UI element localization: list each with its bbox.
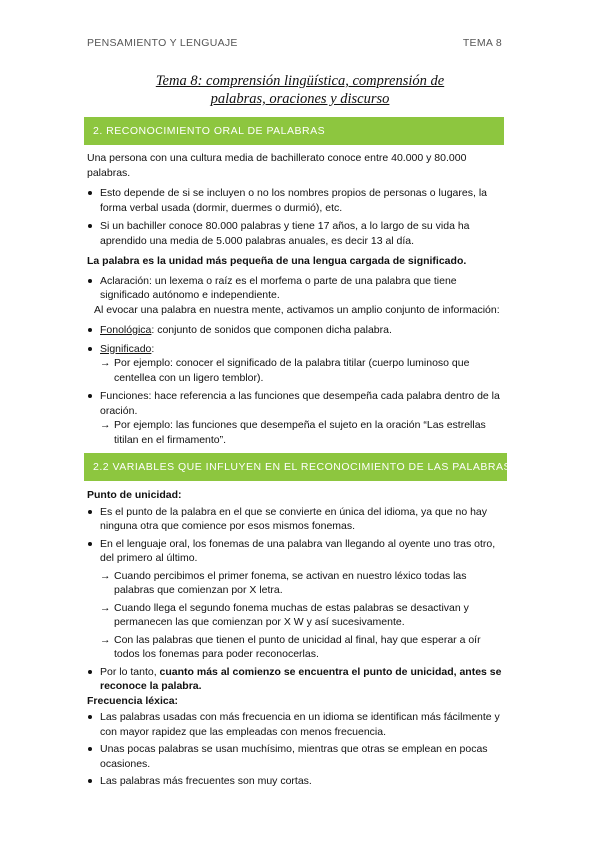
conclusion-prefix: Por lo tanto, <box>100 665 160 678</box>
title-line-1: Tema 8: comprensión lingüística, comprensión de <box>155 73 445 89</box>
header-subject: PENSAMIENTO Y LENGUAJE <box>87 37 238 49</box>
uniqueness-arrow-item: → Con las palabras que tienen el punto de unicidad al final, hay que esperar a oír todos los fonemas para poder reconocerlas. <box>87 633 505 662</box>
list-item-phonological <box>87 323 505 338</box>
list-item: Aclaración: un lexema o raíz es el morfema o parte de una palabra que tiene significado autónomo e independiente. <box>87 274 505 303</box>
section-heading-variables: 2.2 VARIABLES QUE INFLUYEN EN EL RECONOCIMIENTO DE LAS PALABRAS <box>84 453 507 481</box>
uniqueness-arrow-item: → Cuando llega el segundo fonema muchas de estas palabras se desactivan y permanecen las que comienzan por X W y así sucesivamente. <box>87 601 505 630</box>
meaning-suffix: : <box>151 342 155 355</box>
conclusion-bold: cuanto más al comienzo se encuentra el punto de unicidad, antes se reconoce la palabra. <box>100 665 502 692</box>
list-item: Las palabras más frecuentes son muy cortas. <box>87 774 505 789</box>
list-item: Las palabras usadas con más frecuencia en un idioma se identifican más fácilmente y con mayor rapidez que las empleadas con menos frecuencia. <box>87 710 505 739</box>
clarification-list <box>87 274 505 303</box>
uniqueness-list <box>87 505 505 694</box>
page-header <box>87 37 502 49</box>
uniqueness-title: Punto de unicidad: <box>87 489 182 501</box>
functions-example: → Por ejemplo: las funciones que desempeña el sujeto en la oración “Las estrellas titilan en el firmamento”. <box>87 418 505 447</box>
evocation-paragraph: Al evocar una palabra en nuestra mente, activamos un amplio conjunto de información: <box>94 303 500 316</box>
header-topic: TEMA 8 <box>462 37 502 49</box>
phonological-text: : conjunto de sonidos que componen dicha palabra. <box>151 324 392 336</box>
uniqueness-arrow-item: → Cuando percibimos el primer fonema, se activan en nuestro léxico todas las palabras que comienzan por X letra. <box>87 569 505 598</box>
information-types-list <box>87 323 505 447</box>
list-item: Si un bachiller conoce 80.000 palabras y tiene 17 años, a lo largo de su vida ha aprendido una media de 5.000 palabras anuales, es decir 13 al día. <box>87 219 505 248</box>
list-item: Es el punto de la palabra en el que se convierte en única del idioma, ya que no hay ninguna otra que comience por esos mismos fonemas. <box>87 505 505 534</box>
meaning-label: Significado <box>100 342 152 355</box>
key-statement: La palabra es la unidad más pequeña de una lengua cargada de significado. <box>87 255 467 267</box>
conclusion-item <box>87 665 505 694</box>
section-heading-oral-recognition: 2. RECONOCIMIENTO ORAL DE PALABRAS <box>84 117 504 145</box>
frequency-list <box>87 710 505 789</box>
intro-paragraph: Una persona con una cultura media de bachillerato conoce entre 40.000 y 80.000 palabras. <box>87 152 467 179</box>
section-oral-recognition-body <box>87 151 505 447</box>
list-item: Unas pocas palabras se usan muchísimo, mientras que otras se emplean en pocas ocasiones. <box>87 742 505 771</box>
list-item-functions: Funciones: hace referencia a las funciones que desempeña cada palabra dentro de la oración. <box>87 389 505 418</box>
meaning-example: → Por ejemplo: conocer el significado de la palabra titilar (cuerpo luminoso que centellea con un ligero temblor). <box>87 356 505 385</box>
list-item: En el lenguaje oral, los fonemas de una palabra van llegando al oyente uno tras otro, del primero al último. <box>87 537 505 566</box>
frequency-title: Frecuencia léxica: <box>87 694 179 707</box>
section-variables-body <box>87 488 505 789</box>
list-item-meaning <box>87 342 505 357</box>
phonological-label: Fonológica <box>100 324 152 336</box>
title-line-2: palabras, oraciones y discurso <box>210 91 390 107</box>
list-item: Esto depende de si se incluyen o no los nombres propios de personas o lugares, la forma verbal usada (dormir, duermes o durmió), etc. <box>87 186 505 215</box>
document-title <box>0 72 600 108</box>
vocabulary-list <box>87 186 505 248</box>
